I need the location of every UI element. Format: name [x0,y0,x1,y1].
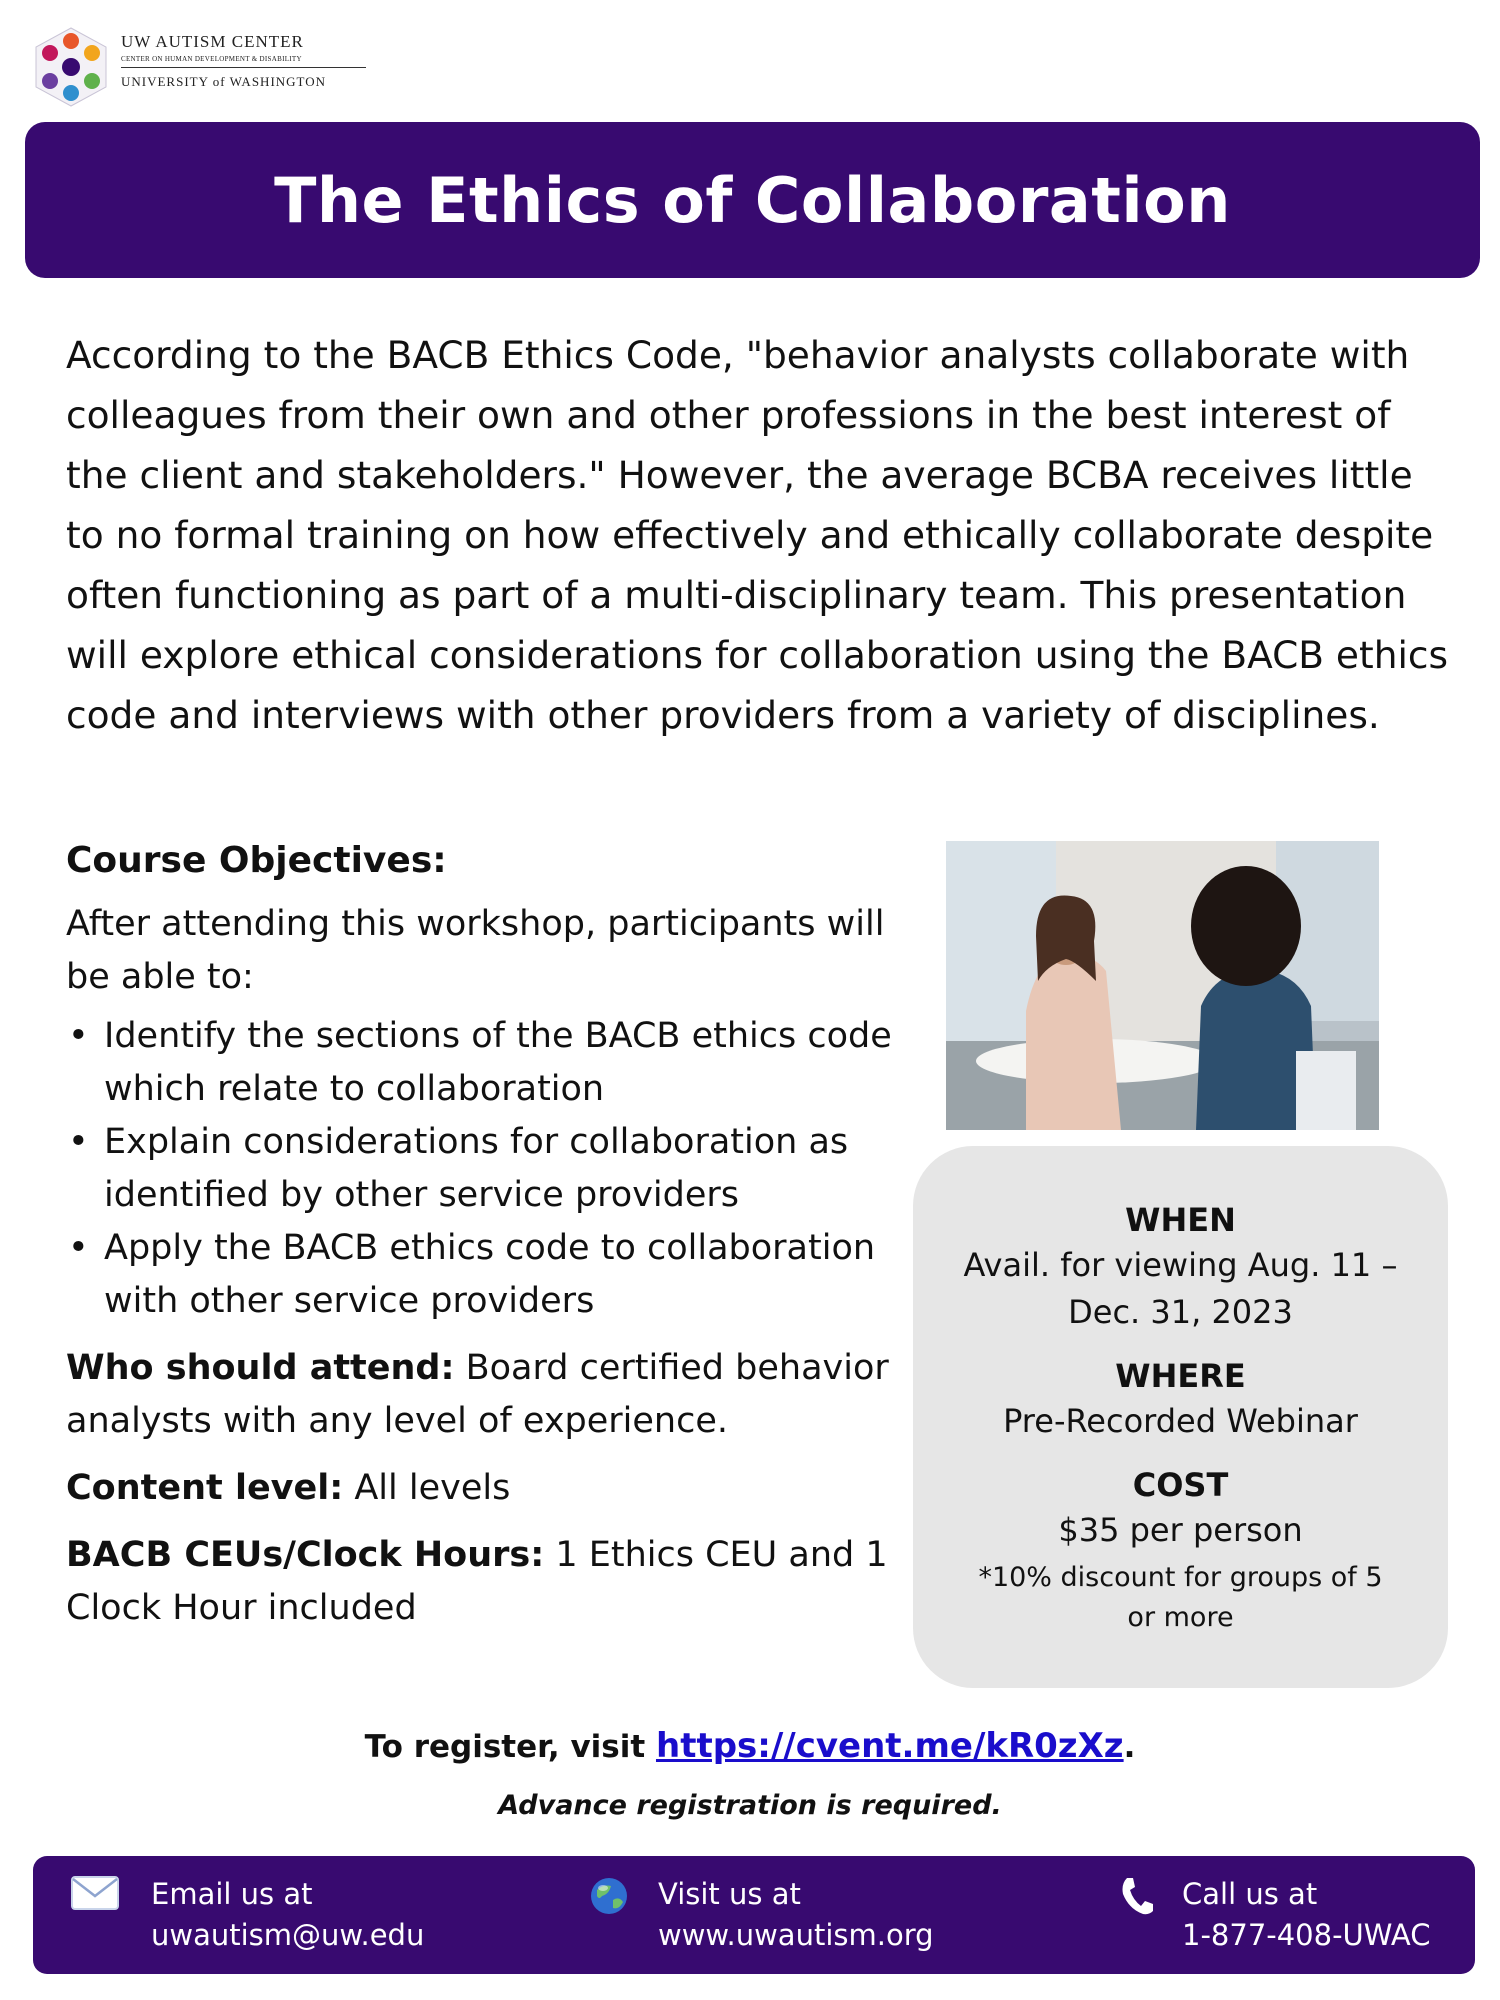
event-info-box [913,1146,1448,1688]
objective-text: Apply the BACB ethics code to collaboration with other service providers [104,1228,876,1321]
advance-registration-note: Advance registration is required. [498,1790,1002,1821]
register-suffix: . [1123,1729,1136,1765]
objectives-list [66,1010,896,1328]
list-item [66,1222,896,1328]
objective-text: Explain considerations for collaboration as identified by other service providers [104,1122,849,1215]
ceus-block [66,1529,896,1635]
email-address[interactable]: uwautism@uw.edu [151,1918,425,1952]
phone-icon [1119,1876,1155,1916]
phone-contact [1182,1874,1430,1956]
web-address[interactable]: www.uwautism.org [658,1918,934,1952]
register-link[interactable]: https://cvent.me/kR0zXz [655,1726,1124,1766]
ceus-label: BACB CEUs/Clock Hours: [66,1535,545,1575]
logo-divider [121,67,366,68]
logo-emblem-icon [30,26,112,108]
when-value: Avail. for viewing Aug. 11 – Dec. 31, 2023 [963,1246,1398,1331]
audience-value: Board certified behavior analysts with any level of experience. [66,1348,889,1441]
objectives-heading: Course Objectives: [66,840,447,881]
audience-block [66,1342,896,1448]
register-line [0,1726,1500,1766]
when-label: WHEN [1125,1201,1236,1239]
cost-value: $35 per person [1058,1511,1303,1549]
uw-autism-center-logo [30,26,350,106]
list-item [66,1010,896,1116]
envelope-icon [71,1876,119,1910]
objective-text: Identify the sections of the BACB ethics code which relate to collaboration [104,1016,892,1109]
logo-subtitle: CENTER ON HUMAN DEVELOPMENT & DISABILITY [121,55,302,63]
intro-paragraph: According to the BACB Ethics Code, "behavior analysts collaborate with colleagues from their own and other professions in the best interest of the client and stakeholders." However, the average BCBA receives little to no formal training on how effectively and ethically collaborate despite often functioning as part of a multi-disciplinary team. This presentation will explore ethical considerations for collaboration using the BACB ethics code and interviews with other providers from a variety of disciplines. [66,333,1449,737]
logo-university: UNIVERSITY of WASHINGTON [121,74,327,89]
email-contact [151,1874,424,1956]
content-level-block [66,1462,896,1515]
page-title: The Ethics of Collaboration [274,163,1231,237]
bullet-icon: • [68,1228,89,1268]
ceus-value: 1 Ethics CEU and 1 Clock Hour included [66,1535,888,1628]
phone-label: Call us at [1182,1877,1318,1911]
phone-number[interactable]: 1-877-408-UWAC [1182,1918,1431,1952]
logo-center-name: UW AUTISM CENTER [121,32,304,51]
content-level-value: All levels [343,1468,511,1508]
cost-label: COST [1132,1466,1229,1504]
two-people-talking-photo [946,841,1379,1130]
objectives-intro: After attending this workshop, participants will be able to: [66,904,885,997]
register-prefix: To register, visit [364,1729,656,1765]
content-level-label: Content level: [66,1468,344,1508]
where-label: WHERE [1115,1357,1246,1395]
course-details [66,838,896,1635]
title-banner [25,122,1480,278]
email-label: Email us at [151,1877,313,1911]
where-value: Pre-Recorded Webinar [1003,1402,1358,1440]
list-item [66,1116,896,1222]
bullet-icon: • [68,1016,89,1056]
contact-footer [33,1856,1475,1974]
cost-discount-note: *10% discount for groups of 5 or more [978,1562,1383,1633]
bullet-icon: • [68,1122,89,1162]
web-label: Visit us at [658,1877,801,1911]
globe-icon [589,1876,629,1916]
web-contact [658,1874,934,1956]
audience-label: Who should attend: [66,1348,455,1388]
